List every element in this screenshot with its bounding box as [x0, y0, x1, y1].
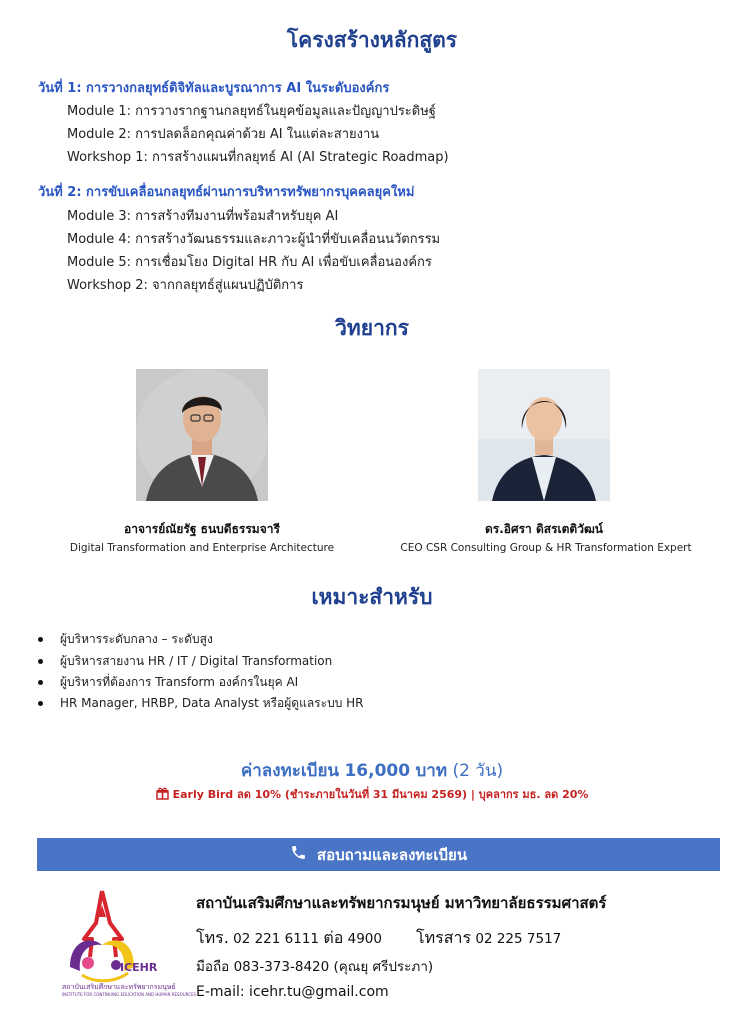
fee-duration: (2 วัน) — [452, 761, 504, 781]
phone-icon — [290, 844, 307, 865]
day1-title: วันที่ 1: การวางกลยุทธ์ดิจิทัลและบูรณาการ AI ในระดับองค์กร — [38, 81, 390, 96]
contact-bar-label: สอบถามและลงทะเบียน — [316, 845, 468, 864]
module-item: Module 4: การสร้างวัฒนธรรมและภาวะผู้นำที่ขับเคลื่อนนวัตกรรม — [67, 232, 441, 247]
audience-item: ผู้บริหารระดับกลาง – ระดับสูง — [38, 630, 213, 649]
logo-caption-en: INSTITUTE FOR CONTINUING EDUCATION AND HUMAN RESOURCES — [62, 992, 197, 997]
speakers-heading: วิทยากร — [335, 316, 409, 340]
ext-number: 4900 — [347, 931, 382, 947]
audience-item: HR Manager, HRBP, Data Analyst หรือผู้ดูแลระบบ HR — [38, 694, 363, 713]
fax-line — [416, 926, 561, 951]
module-item: Module 3: การสร้างทีมงานที่พร้อมสำหรับยุค AI — [67, 209, 339, 224]
curriculum-heading: โครงสร้างหลักสูตร — [286, 28, 458, 52]
fax-number: 02 225 7517 — [475, 931, 562, 947]
registration-fee — [0, 757, 744, 784]
module-item: Module 5: การเชื่อมโยง Digital HR กับ AI เพื่อขับเคลื่อนองค์กร — [67, 255, 432, 270]
workshop-item: Workshop 1: การสร้างแผนที่กลยุทธ์ AI (AI Strategic Roadmap) — [67, 150, 449, 165]
bullet-icon — [38, 659, 43, 664]
speaker-name: อาจารย์ณัยรัฐ ธนบดีธรรมจารี — [124, 522, 280, 536]
contact-bar — [37, 838, 720, 871]
fee-label: ค่าลงทะเบียน — [240, 761, 340, 781]
tel-label: โทร. — [196, 928, 229, 947]
audience-item: ผู้บริหารสายงาน HR / IT / Digital Transformation — [38, 652, 332, 671]
phone-line — [196, 926, 382, 951]
audience-item: ผู้บริหารที่ต้องการ Transform องค์กรในยุค AI — [38, 673, 298, 692]
fee-unit: บาท — [415, 761, 448, 781]
speaker-photo-male — [136, 369, 268, 501]
speaker-title: CEO CSR Consulting Group & HR Transformation Expert — [400, 542, 692, 554]
module-item: Module 1: การวางรากฐานกลยุทธ์ในยุคข้อมูลและปัญญาประดิษฐ์ — [67, 104, 436, 119]
speaker-title: Digital Transformation and Enterprise Architecture — [69, 542, 335, 554]
fee-amount: 16,000 — [344, 761, 411, 781]
module-item: Module 2: การปลดล็อกคุณค่าด้วย AI ในแต่ละสายงาน — [67, 127, 380, 142]
bullet-icon — [38, 637, 43, 642]
bullet-icon — [38, 701, 43, 706]
fax-label: โทรสาร — [416, 928, 472, 947]
audience-heading: เหมาะสำหรับ — [311, 585, 433, 609]
speaker-photo-female — [478, 369, 610, 501]
ext-label: ต่อ — [323, 928, 344, 947]
logo-text: ICEHR — [120, 961, 158, 974]
day2-title: วันที่ 2: การขับเคลื่อนกลยุทธ์ผ่านการบริหารทรัพยากรบุคคลยุคใหม่ — [38, 185, 415, 200]
email-link[interactable]: E-mail: icehr.tu@gmail.com — [196, 984, 389, 1000]
icehr-logo — [62, 883, 197, 1003]
bullet-icon — [38, 680, 43, 685]
tel-number: 02 221 6111 — [233, 931, 320, 947]
mobile-line: มือถือ 083-373-8420 (คุณยุ ศรีประภา) — [196, 959, 434, 975]
logo-caption-th: สถาบันเสริมศึกษาและทรัพยากรมนุษย์ — [62, 983, 176, 991]
workshop-item: Workshop 2: จากกลยุทธ์สู่แผนปฏิบัติการ — [67, 278, 304, 293]
early-bird-promo: Early Bird ลด 10% (ชำระภายในวันที่ 31 มีนาคม 2569) | บุคลากร มธ. ลด 20% — [0, 785, 744, 803]
gift-icon — [156, 787, 169, 803]
organization-name: สถาบันเสริมศึกษาและทรัพยากรมนุษย์ มหาวิทยาลัยธรรมศาสตร์ — [196, 894, 607, 912]
speaker-name: ดร.อิศรา ดิสรเตติวัฒน์ — [484, 522, 603, 536]
